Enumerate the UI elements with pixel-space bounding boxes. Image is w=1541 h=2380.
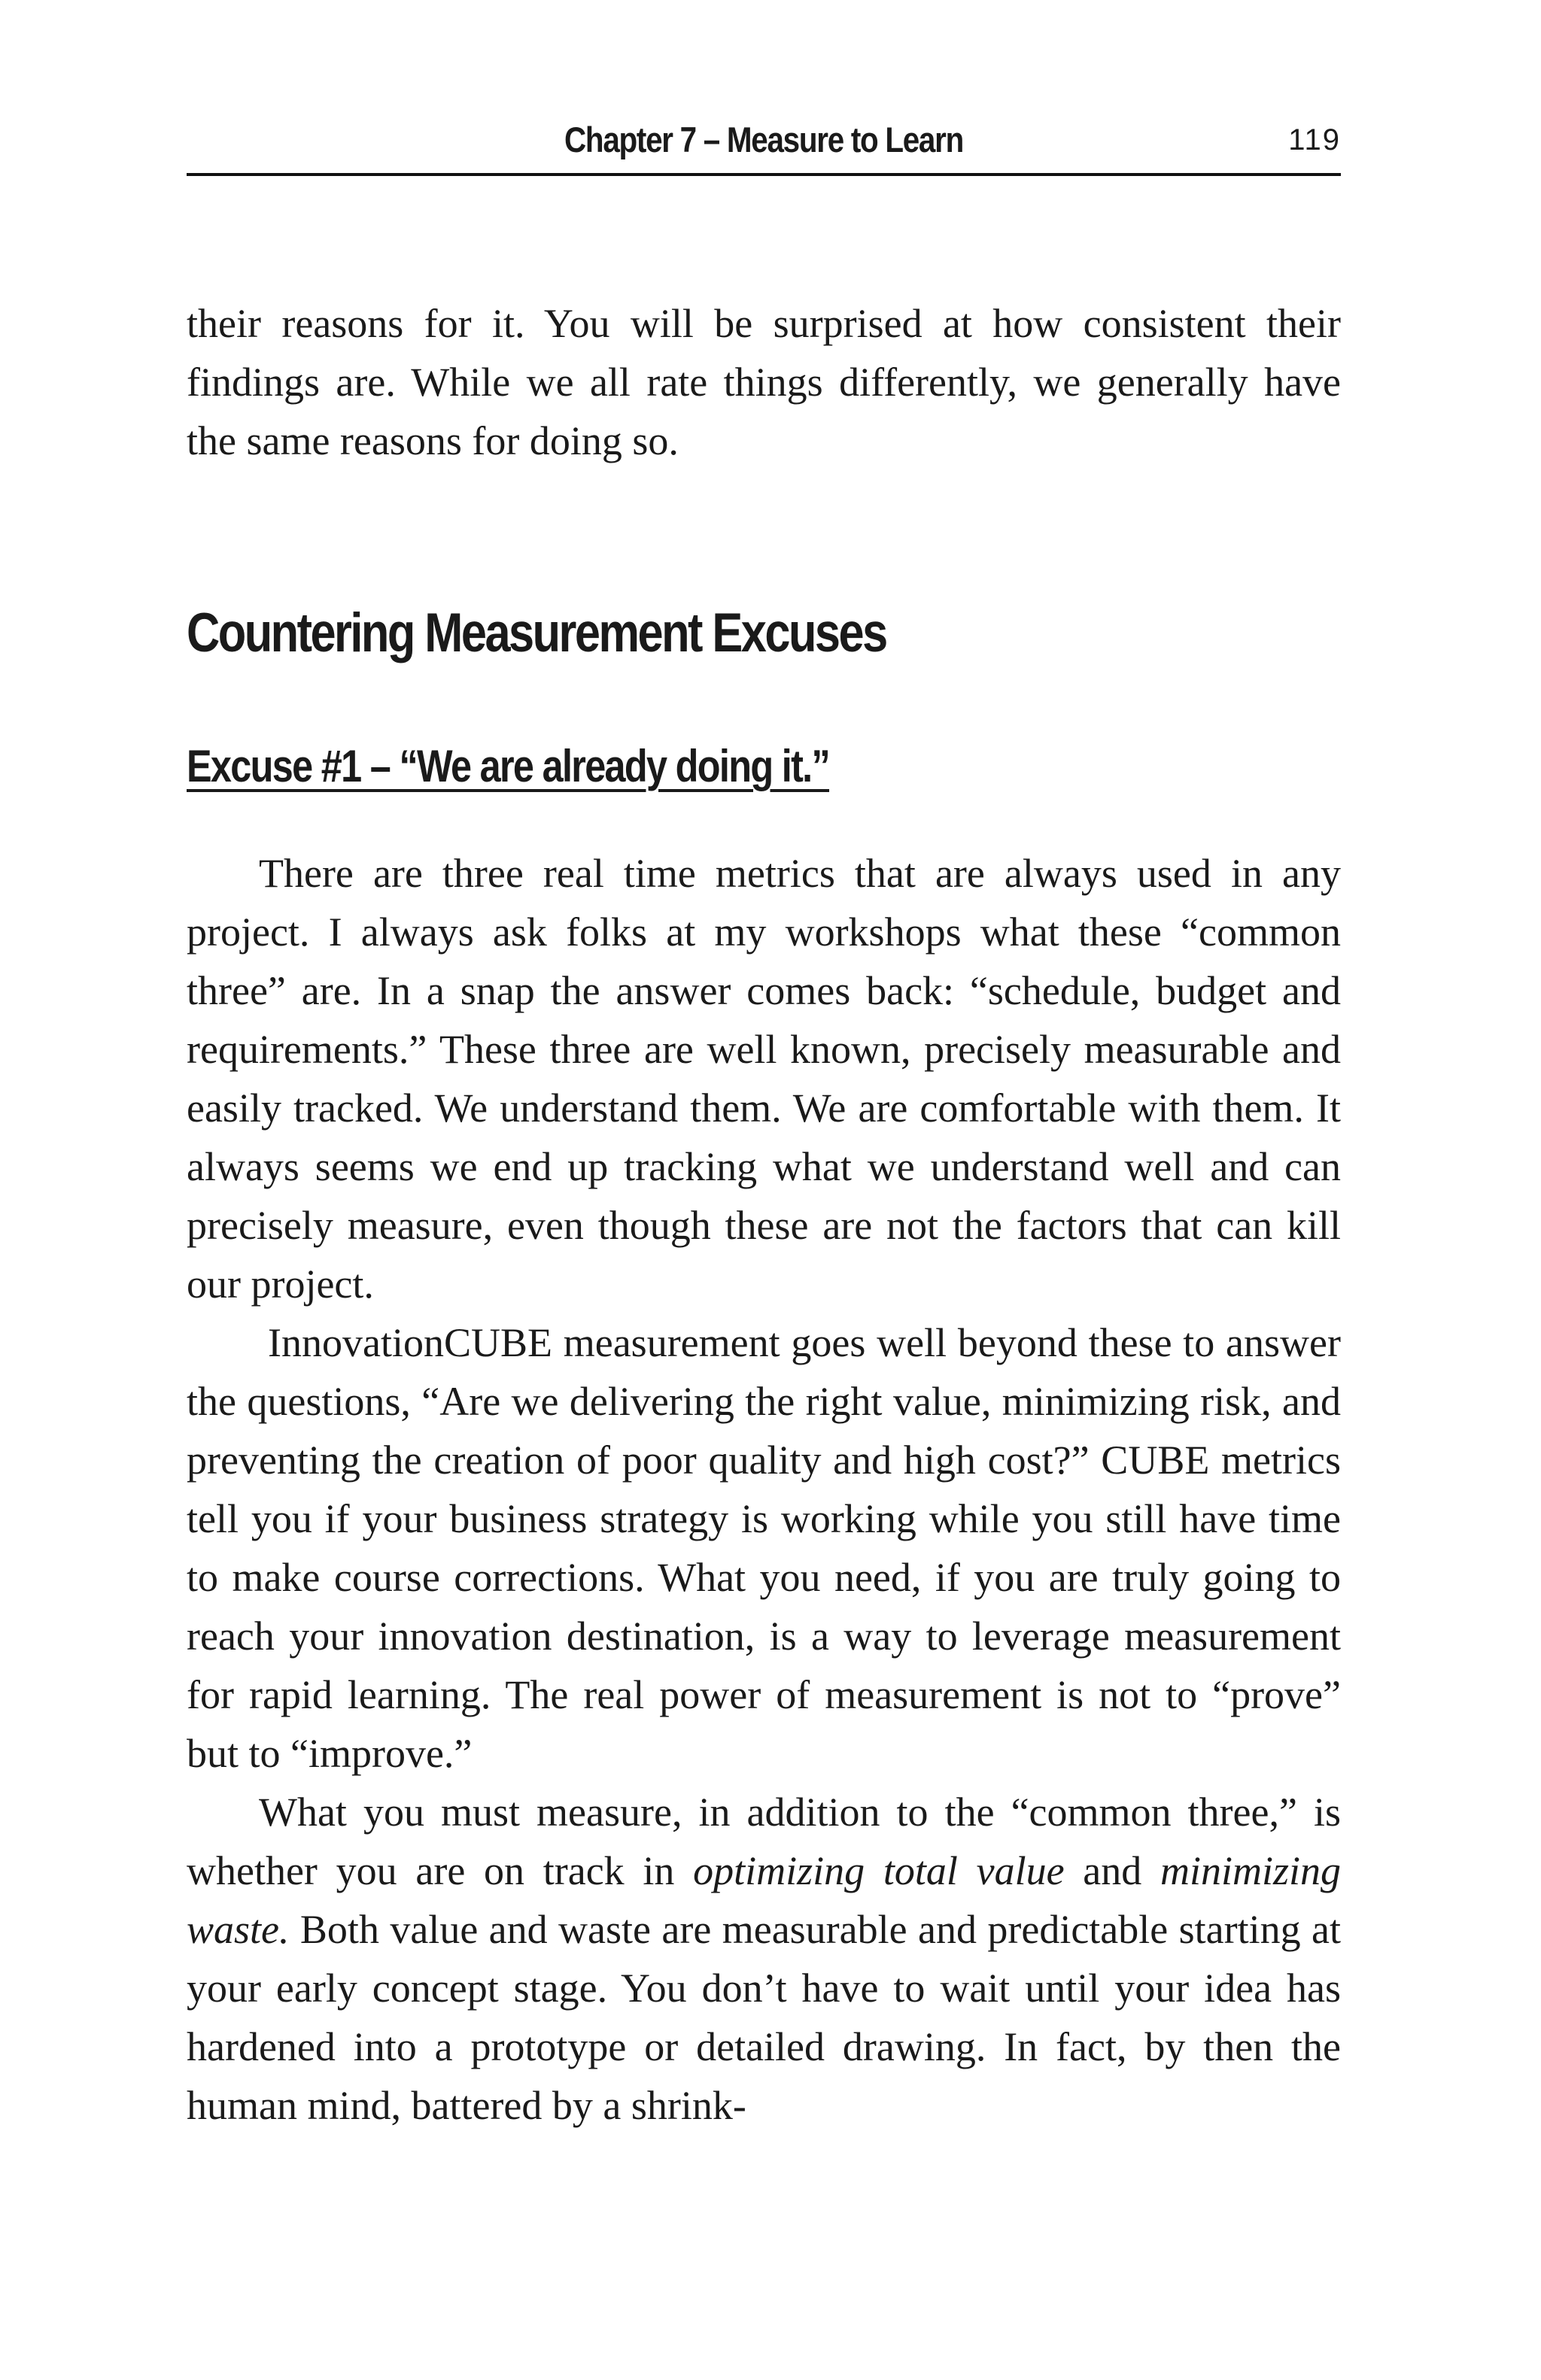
- running-header: [187, 113, 1341, 176]
- chapter-title: Chapter 7 – Measure to Learn: [564, 120, 963, 159]
- continuation-paragraph: their reasons for it. You will be surprised at how consistent their findings are. While we all rate things differently, we generally have the same reasons for doing so.: [187, 301, 1341, 463]
- p3-text-end: Both value and waste are measurable and predictable starting at your early concept stage. You don’t have to wait until your idea has hardened into a prototype or detailed drawing. In fact, by then the human mind, battered by a shrink-: [187, 1907, 1341, 2128]
- section-heading: Countering Measurement Excuses: [187, 603, 886, 663]
- p3-italic-value: optimizing total value: [693, 1848, 1065, 1893]
- body-text: [187, 844, 1341, 2135]
- paragraph-common-three: There are three real time metrics that are always used in any project. I always ask folks at my workshops what these “common three” are. In a snap the answer comes back: “schedule, budget and requirements.” These three are well known, precisely measurable and easily tracked. We understand them. We are comfortable with them. It always seems we end up tracking what we understand well and can precisely measure, even though these are not the factors that can kill our project.: [187, 851, 1341, 1307]
- p3-text-start: What you must measure, in addition to the “common three,” is whether you are on track in: [187, 1790, 1341, 1893]
- paragraph-innovationcube: InnovationCUBE measurement goes well beyond these to answer the questions, “Are we delivering the right value, minimizing risk, and preventing the creation of poor quality and high cost?” CUBE metrics tell you if your business strategy is working while you still have time to make course corrections. What you need, if you are truly going to reach your innovation destination, is a way to leverage measurement for rapid learning. The real power of measurement is not to “prove” but to “improve.”: [187, 1320, 1341, 1776]
- p3-italic-waste: minimizing waste.: [187, 1848, 1341, 1952]
- excuse-subheading: Excuse #1 – “We are already doing it.”: [187, 741, 830, 791]
- page-number: 119: [1288, 123, 1341, 156]
- p3-text-between: and: [1064, 1848, 1160, 1893]
- paragraph-what-to-measure: [187, 1783, 1341, 2135]
